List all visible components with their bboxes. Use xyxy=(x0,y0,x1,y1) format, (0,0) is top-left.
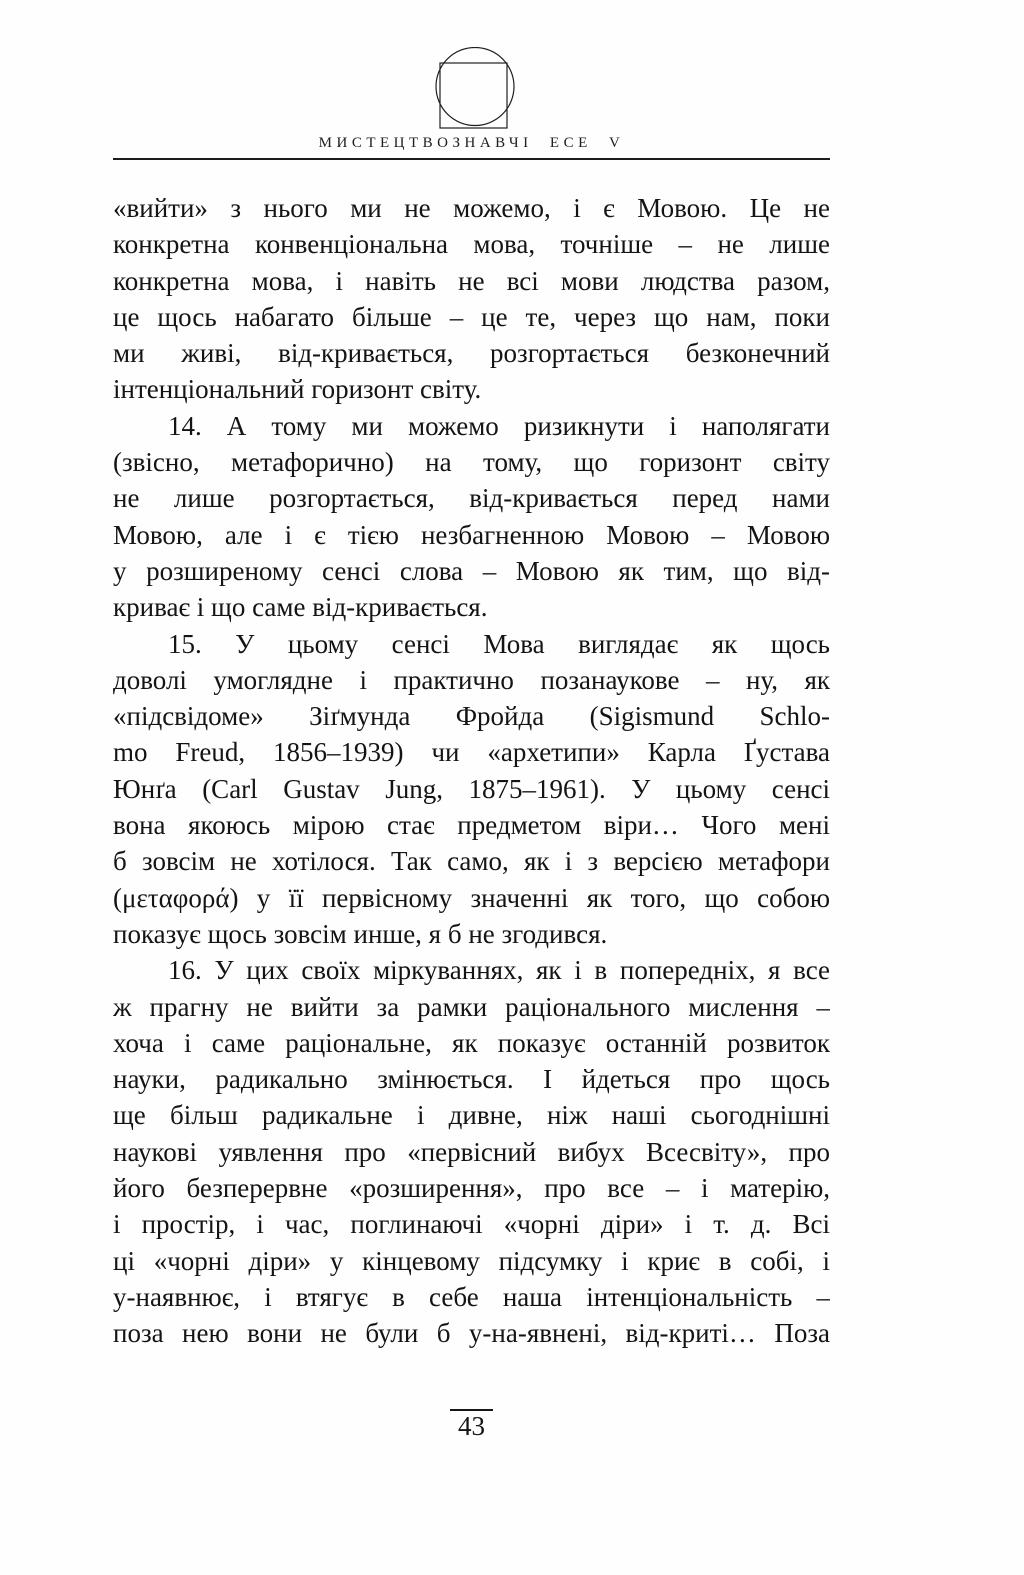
text-line: ці «чорні діри» у кінцевому підсумку і криє в собі, і xyxy=(113,1245,830,1276)
page-number-block xyxy=(450,1409,493,1442)
page-footer xyxy=(113,1409,830,1442)
text-line: (звісно, метафорично) на тому, що горизонт світу xyxy=(113,447,830,478)
text-line: поза нею вони не були б у-на-явнені, від-криті… Поза xyxy=(113,1318,830,1349)
text-line: ми живі, від-кривається, розгортається безконечний xyxy=(113,338,830,369)
text-line: у-наявнює, і втягує в себе наша інтенціональність – xyxy=(113,1281,830,1312)
page-text xyxy=(113,190,830,1352)
text-line: показує щось зовсім инше, я б не згодився. xyxy=(113,918,608,949)
text-line: б зовсім не хотілося. Так само, як і з версією метафори xyxy=(113,846,830,877)
text-line: його безперервне «розширення», про все – і матерію, xyxy=(113,1173,830,1204)
running-head-title: МИСТЕЦТВОЗНАВЧІ ЕСЕ V xyxy=(318,135,625,151)
text-line: наукові уявлення про «первісний вибух Всесвіту», про xyxy=(113,1136,830,1167)
text-line: конкретна мова, і навіть не всі мови людства разом, xyxy=(113,265,830,296)
text-line: криває і що саме від-кривається. xyxy=(113,592,488,623)
text-line: не лише розгортається, від-кривається перед нами xyxy=(113,483,830,514)
text-line: ж прагну не вийти за рамки раціонального мислення – xyxy=(113,991,830,1022)
text-line: інтенціональний горизонт світу. xyxy=(113,374,482,405)
circle-square-emblem-icon xyxy=(430,47,520,132)
text-line: у розширеному сенсі слова – Мовою як тим, що від- xyxy=(113,555,830,586)
text-line: хоча і саме раціональне, як показує останній розвиток xyxy=(113,1027,830,1058)
header-rule xyxy=(113,158,830,160)
text-line: 15. У цьому сенсі Мова виглядає як щось xyxy=(168,628,830,659)
text-line: Юнґа (Carl Gustav Jung, 1875–1961). У цьому сенсі xyxy=(113,773,830,804)
page-number: 43 xyxy=(458,1411,485,1441)
text-line: (μεταφορά) у її первісному значенні як того, що собою xyxy=(113,882,830,913)
text-line: 14. А тому ми можемо ризикнути і наполягати xyxy=(168,410,830,441)
text-line: вона якоюсь мірою стає предметом віри… Чого мені xyxy=(113,810,830,841)
text-line: науки, радикально змінюється. І йдеться про щось xyxy=(113,1064,830,1095)
text-line: «вийти» з нього ми не можемо, і є Мовою. Це не xyxy=(113,193,830,223)
text-line: 16. У цих своїх міркуваннях, як і в попередніх, я все xyxy=(168,955,830,986)
text-line: це щось набагато більше – це те, через що нам, поки xyxy=(113,301,830,332)
text-line: доволі умоглядне і практично позанаукове – ну, як xyxy=(113,664,830,695)
text-line: і простір, і час, поглинаючі «чорні діри» і т. д. Всі xyxy=(113,1209,830,1240)
text-line: ще більш радикальне і дивне, ніж наші сьогоднішні xyxy=(113,1100,830,1131)
text-line: конкретна конвенціональна мова, точніше – не лише xyxy=(113,229,830,260)
text-line: Мовою, але і є тією незбагненною Мовою – Мовою xyxy=(113,519,830,550)
text-line: «підсвідоме» Зіґмунда Фройда (Sigismund Schlo- xyxy=(113,701,830,732)
text-line: mo Freud, 1856–1939) чи «архетипи» Карла Ґустава xyxy=(113,737,830,768)
